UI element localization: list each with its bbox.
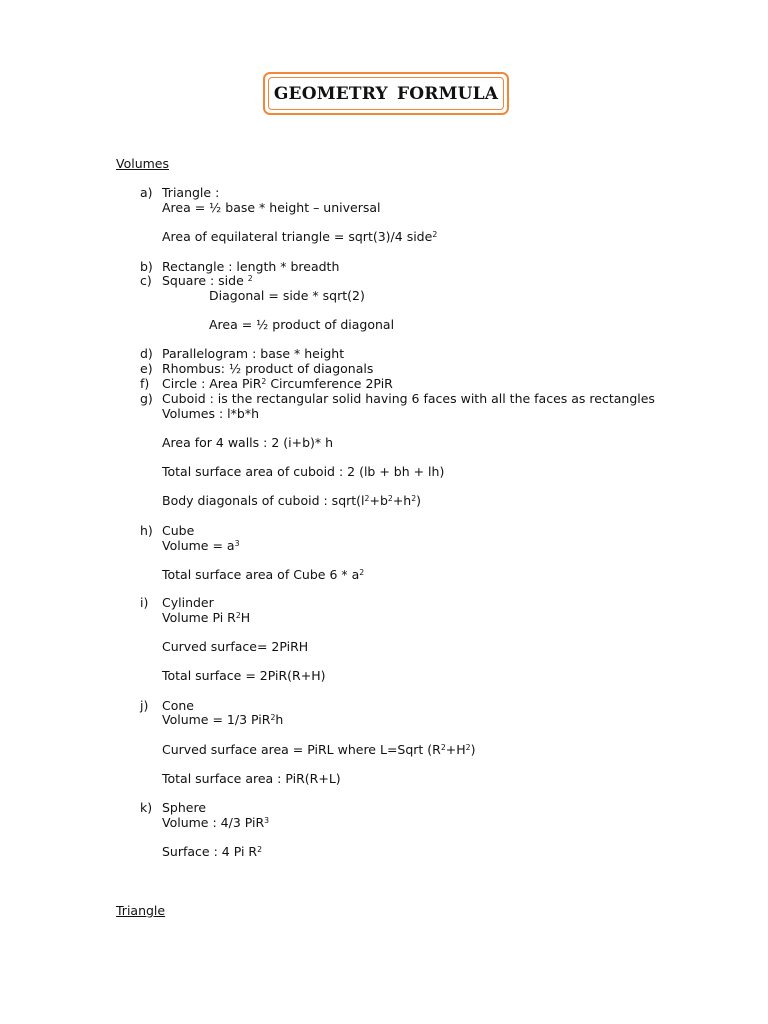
list-marker-a: a): [140, 185, 153, 200]
list-marker-d: d): [140, 346, 153, 361]
title-box: [263, 72, 509, 115]
square-diagonal-formula: Diagonal = side * sqrt(2): [209, 288, 365, 303]
cone-volume-formula: Volume = 1/3 PiR$^2$h: [162, 712, 284, 727]
list-marker-e: e): [140, 361, 153, 376]
item-cone: Cone: [162, 698, 194, 713]
item-rectangle: Rectangle : length * breadth: [162, 259, 340, 274]
list-marker-f: f): [140, 376, 150, 391]
sphere-volume-formula: Volume : 4/3 PiR$^3$: [162, 815, 270, 830]
list-marker-g: g): [140, 391, 153, 406]
list-marker-j: j): [140, 698, 149, 713]
item-triangle: Triangle :: [162, 185, 220, 200]
list-marker-b: b): [140, 259, 153, 274]
cone-curved-surface: Curved surface area = PiRL where L=Sqrt $(R^2+H^2)$: [162, 742, 476, 757]
equilateral-area-formula: Area of equilateral triangle = sqrt(3)/4 side$^2$: [162, 229, 438, 244]
cylinder-total-surface: Total surface = 2PiR(R+H): [162, 668, 326, 683]
cylinder-volume-formula: Volume Pi $R^2H$: [162, 610, 251, 625]
cuboid-tsa-formula: Total surface area of cuboid : 2 (lb + bh + lh): [162, 464, 445, 479]
sphere-surface-formula: Surface : 4 Pi $R^2$: [162, 844, 263, 859]
cuboid-diagonal-formula: Body diagonals of cuboid : $sqrt(l^2+b^2+h^2)$: [162, 493, 422, 508]
cuboid-walls-formula: Area for 4 walls : 2 (i+b)* h: [162, 435, 334, 450]
item-sphere: Sphere: [162, 800, 207, 815]
section-heading-triangle: Triangle: [116, 903, 166, 918]
triangle-area-formula: Area = ½ base * height – universal: [162, 200, 381, 215]
cube-tsa-formula: Total surface area of Cube $6 * a^2$: [162, 567, 365, 582]
square-area-formula: Area = ½ product of diagonal: [209, 317, 395, 332]
list-marker-h: h): [140, 523, 153, 538]
title-inner-border: [268, 77, 504, 110]
cylinder-curved-surface: Curved surface= 2PiRH: [162, 639, 309, 654]
list-marker-c: c): [140, 273, 152, 288]
page-title: GEOMETRY FORMULA: [273, 83, 499, 104]
cube-volume-formula: Volume = $a^3$: [162, 538, 240, 553]
cuboid-volume-formula: Volumes : l*b*h: [162, 406, 259, 421]
item-cube: Cube: [162, 523, 195, 538]
list-marker-i: i): [140, 595, 149, 610]
cone-total-surface: Total surface area : PiR(R+L): [162, 771, 341, 786]
item-circle: Circle : Area PiR$^2$ Circumference 2PiR: [162, 376, 393, 391]
item-rhombus: Rhombus: ½ product of diagonals: [162, 361, 374, 376]
item-cuboid: Cuboid : is the rectangular solid having 6 faces with all the faces as rectangles: [162, 391, 655, 406]
section-heading-volumes: Volumes: [116, 156, 170, 171]
item-cylinder: Cylinder: [162, 595, 214, 610]
list-marker-k: k): [140, 800, 153, 815]
item-square: Square : side $^2$: [162, 273, 253, 288]
item-parallelogram: Parallelogram : base * height: [162, 346, 345, 361]
